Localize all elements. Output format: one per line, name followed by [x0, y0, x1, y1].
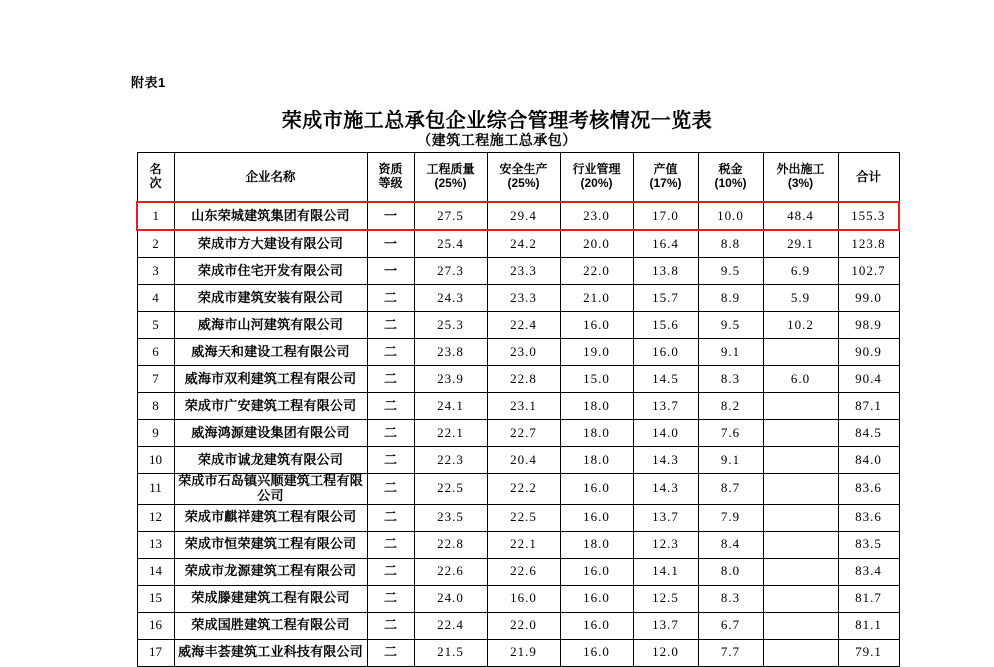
cell-value: 16.0 — [633, 339, 698, 366]
table-row — [137, 230, 899, 258]
cell-industry: 21.0 — [560, 285, 633, 312]
cell-outside — [763, 504, 838, 531]
table-body — [137, 202, 899, 666]
cell-outside — [763, 339, 838, 366]
cell-safety: 22.5 — [487, 504, 560, 531]
cell-rank: 12 — [137, 504, 174, 531]
column-header-tax-line1: 税金 — [718, 162, 743, 177]
cell-outside — [763, 612, 838, 639]
cell-quality: 22.8 — [414, 531, 487, 558]
cell-tax: 7.9 — [698, 504, 763, 531]
cell-value: 12.5 — [633, 585, 698, 612]
cell-total: 99.0 — [838, 285, 899, 312]
cell-total: 98.9 — [838, 312, 899, 339]
cell-safety: 23.1 — [487, 393, 560, 420]
cell-grade: 二 — [367, 312, 414, 339]
cell-tax: 10.0 — [698, 202, 763, 230]
cell-company-name: 荣成市龙源建筑工程有限公司 — [174, 558, 367, 585]
column-header-value-line2: (17%) — [649, 176, 682, 190]
cell-grade: 二 — [367, 504, 414, 531]
table-row — [137, 393, 899, 420]
cell-value: 14.0 — [633, 420, 698, 447]
cell-company-name: 威海市山河建筑有限公司 — [174, 312, 367, 339]
cell-safety: 23.3 — [487, 258, 560, 285]
cell-company-name: 威海天和建设工程有限公司 — [174, 339, 367, 366]
cell-total: 83.6 — [838, 504, 899, 531]
column-header-safety-line2: (25%) — [507, 176, 540, 190]
column-header-grade-line2: 等级 — [378, 176, 403, 190]
cell-quality: 24.1 — [414, 393, 487, 420]
table-row — [137, 420, 899, 447]
table-row — [137, 585, 899, 612]
cell-safety: 20.4 — [487, 447, 560, 474]
cell-grade: 二 — [367, 531, 414, 558]
cell-rank: 1 — [137, 202, 174, 230]
cell-quality: 27.3 — [414, 258, 487, 285]
cell-outside — [763, 420, 838, 447]
cell-quality: 25.4 — [414, 230, 487, 258]
ranking-table-container — [136, 152, 886, 667]
cell-industry: 18.0 — [560, 393, 633, 420]
cell-grade: 二 — [367, 558, 414, 585]
table-row — [137, 639, 899, 666]
cell-company-name: 荣成市方大建设有限公司 — [174, 230, 367, 258]
cell-grade: 二 — [367, 585, 414, 612]
cell-rank: 4 — [137, 285, 174, 312]
cell-outside — [763, 558, 838, 585]
cell-quality: 22.4 — [414, 612, 487, 639]
cell-value: 13.8 — [633, 258, 698, 285]
column-header-safety — [487, 153, 560, 203]
column-header-grade — [367, 153, 414, 203]
cell-safety: 22.7 — [487, 420, 560, 447]
cell-rank: 17 — [137, 639, 174, 666]
column-header-rank-line1: 名 — [149, 162, 162, 177]
cell-safety: 16.0 — [487, 585, 560, 612]
table-row — [137, 258, 899, 285]
cell-value: 13.7 — [633, 504, 698, 531]
ranking-table — [136, 152, 900, 667]
cell-grade: 二 — [367, 393, 414, 420]
cell-quality: 27.5 — [414, 202, 487, 230]
column-header-quality — [414, 153, 487, 203]
cell-value: 15.6 — [633, 312, 698, 339]
cell-rank: 2 — [137, 230, 174, 258]
cell-quality: 23.5 — [414, 504, 487, 531]
cell-safety: 22.8 — [487, 366, 560, 393]
cell-total: 83.6 — [838, 474, 899, 505]
cell-company-name: 荣成市麒祥建筑工程有限公司 — [174, 504, 367, 531]
cell-total: 84.0 — [838, 447, 899, 474]
cell-company-name: 山东荣城建筑集团有限公司 — [174, 202, 367, 230]
cell-grade: 一 — [367, 202, 414, 230]
column-header-total: 合计 — [838, 153, 899, 203]
cell-outside: 6.0 — [763, 366, 838, 393]
cell-total: 79.1 — [838, 639, 899, 666]
cell-rank: 7 — [137, 366, 174, 393]
cell-quality: 23.8 — [414, 339, 487, 366]
cell-industry: 22.0 — [560, 258, 633, 285]
cell-total: 81.1 — [838, 612, 899, 639]
cell-safety: 22.1 — [487, 531, 560, 558]
cell-grade: 二 — [367, 474, 414, 505]
cell-grade: 二 — [367, 420, 414, 447]
cell-rank: 13 — [137, 531, 174, 558]
cell-tax: 8.3 — [698, 585, 763, 612]
table-row — [137, 202, 899, 230]
cell-total: 81.7 — [838, 585, 899, 612]
cell-industry: 16.0 — [560, 639, 633, 666]
cell-quality: 24.0 — [414, 585, 487, 612]
attachment-label: 附表1 — [131, 75, 166, 90]
cell-safety: 22.6 — [487, 558, 560, 585]
table-row — [137, 504, 899, 531]
cell-value: 16.4 — [633, 230, 698, 258]
cell-outside: 10.2 — [763, 312, 838, 339]
cell-tax: 9.5 — [698, 312, 763, 339]
cell-rank: 10 — [137, 447, 174, 474]
cell-rank: 5 — [137, 312, 174, 339]
cell-total: 155.3 — [838, 202, 899, 230]
cell-industry: 18.0 — [560, 447, 633, 474]
column-header-industry-line2: (20%) — [580, 176, 613, 190]
cell-safety: 23.3 — [487, 285, 560, 312]
cell-company-name: 荣成国胜建筑工程有限公司 — [174, 612, 367, 639]
cell-safety: 22.2 — [487, 474, 560, 505]
cell-industry: 16.0 — [560, 474, 633, 505]
column-header-outside-line2: (3%) — [787, 176, 814, 190]
cell-industry: 20.0 — [560, 230, 633, 258]
column-header-outside-line1: 外出施工 — [776, 162, 825, 177]
column-header-company-name: 企业名称 — [174, 153, 367, 203]
column-header-tax-line2: (10%) — [714, 176, 747, 190]
cell-value: 13.7 — [633, 612, 698, 639]
cell-grade: 二 — [367, 339, 414, 366]
cell-total: 83.5 — [838, 531, 899, 558]
cell-rank: 9 — [137, 420, 174, 447]
cell-total: 83.4 — [838, 558, 899, 585]
cell-industry: 16.0 — [560, 612, 633, 639]
table-header — [137, 153, 899, 203]
cell-rank: 8 — [137, 393, 174, 420]
cell-industry: 15.0 — [560, 366, 633, 393]
cell-value: 14.5 — [633, 366, 698, 393]
table-row — [137, 531, 899, 558]
column-header-grade-line1: 资质 — [378, 162, 403, 177]
table-row — [137, 285, 899, 312]
cell-grade: 二 — [367, 285, 414, 312]
cell-company-name: 荣成市恒荣建筑工程有限公司 — [174, 531, 367, 558]
table-row — [137, 612, 899, 639]
cell-value: 13.7 — [633, 393, 698, 420]
cell-grade: 一 — [367, 258, 414, 285]
cell-tax: 8.4 — [698, 531, 763, 558]
cell-total: 90.9 — [838, 339, 899, 366]
cell-tax: 8.3 — [698, 366, 763, 393]
cell-value: 14.1 — [633, 558, 698, 585]
cell-quality: 22.6 — [414, 558, 487, 585]
cell-value: 17.0 — [633, 202, 698, 230]
cell-industry: 19.0 — [560, 339, 633, 366]
cell-rank: 3 — [137, 258, 174, 285]
cell-value: 12.3 — [633, 531, 698, 558]
table-row — [137, 312, 899, 339]
cell-company-name: 荣成市住宅开发有限公司 — [174, 258, 367, 285]
cell-safety: 22.4 — [487, 312, 560, 339]
cell-tax: 8.9 — [698, 285, 763, 312]
cell-company-name: 威海丰荟建筑工业科技有限公司 — [174, 639, 367, 666]
cell-grade: 二 — [367, 447, 414, 474]
table-row — [137, 366, 899, 393]
cell-industry: 18.0 — [560, 420, 633, 447]
cell-outside — [763, 639, 838, 666]
cell-company-name: 荣成市石岛镇兴顺建筑工程有限公司 — [174, 474, 367, 505]
cell-company-name: 荣成市建筑安装有限公司 — [174, 285, 367, 312]
table-row — [137, 558, 899, 585]
cell-value: 14.3 — [633, 447, 698, 474]
cell-total: 123.8 — [838, 230, 899, 258]
cell-tax: 9.5 — [698, 258, 763, 285]
cell-value: 14.3 — [633, 474, 698, 505]
cell-rank: 11 — [137, 474, 174, 505]
cell-tax: 8.0 — [698, 558, 763, 585]
cell-company-name: 荣成市广安建筑工程有限公司 — [174, 393, 367, 420]
cell-outside — [763, 585, 838, 612]
table-header-row — [137, 153, 899, 203]
cell-outside: 5.9 — [763, 285, 838, 312]
page-subtitle: （建筑工程施工总承包） — [417, 132, 577, 148]
column-header-quality-line1: 工程质量 — [426, 162, 475, 177]
column-header-tax — [698, 153, 763, 203]
cell-quality: 22.3 — [414, 447, 487, 474]
cell-value: 12.0 — [633, 639, 698, 666]
cell-tax: 9.1 — [698, 447, 763, 474]
cell-quality: 23.9 — [414, 366, 487, 393]
cell-outside — [763, 531, 838, 558]
cell-quality: 22.5 — [414, 474, 487, 505]
cell-industry: 16.0 — [560, 504, 633, 531]
column-header-industry-line1: 行业管理 — [572, 162, 621, 177]
cell-outside — [763, 474, 838, 505]
cell-company-name: 荣成市诚龙建筑有限公司 — [174, 447, 367, 474]
cell-safety: 21.9 — [487, 639, 560, 666]
cell-rank: 14 — [137, 558, 174, 585]
cell-tax: 7.6 — [698, 420, 763, 447]
table-row — [137, 339, 899, 366]
cell-safety: 22.0 — [487, 612, 560, 639]
cell-tax: 6.7 — [698, 612, 763, 639]
column-header-rank — [137, 153, 174, 203]
cell-rank: 6 — [137, 339, 174, 366]
cell-industry: 23.0 — [560, 202, 633, 230]
cell-tax: 9.1 — [698, 339, 763, 366]
cell-industry: 16.0 — [560, 585, 633, 612]
cell-company-name: 威海鸿源建设集团有限公司 — [174, 420, 367, 447]
cell-outside: 6.9 — [763, 258, 838, 285]
cell-grade: 二 — [367, 366, 414, 393]
column-header-industry — [560, 153, 633, 203]
cell-grade: 二 — [367, 612, 414, 639]
cell-safety: 23.0 — [487, 339, 560, 366]
cell-tax: 8.2 — [698, 393, 763, 420]
cell-quality: 21.5 — [414, 639, 487, 666]
table-row — [137, 474, 899, 505]
cell-industry: 16.0 — [560, 312, 633, 339]
cell-total: 87.1 — [838, 393, 899, 420]
cell-company-name: 荣成滕建建筑工程有限公司 — [174, 585, 367, 612]
cell-industry: 18.0 — [560, 531, 633, 558]
cell-grade: 一 — [367, 230, 414, 258]
cell-safety: 29.4 — [487, 202, 560, 230]
cell-outside: 29.1 — [763, 230, 838, 258]
cell-industry: 16.0 — [560, 558, 633, 585]
cell-grade: 二 — [367, 639, 414, 666]
column-header-quality-line2: (25%) — [434, 176, 467, 190]
cell-tax: 8.8 — [698, 230, 763, 258]
cell-outside — [763, 447, 838, 474]
cell-quality: 25.3 — [414, 312, 487, 339]
column-header-value — [633, 153, 698, 203]
cell-rank: 15 — [137, 585, 174, 612]
table-row — [137, 447, 899, 474]
cell-value: 15.7 — [633, 285, 698, 312]
cell-tax: 8.7 — [698, 474, 763, 505]
cell-company-name: 威海市双利建筑工程有限公司 — [174, 366, 367, 393]
column-header-value-line1: 产值 — [653, 162, 678, 177]
page-title: 荣成市施工总承包企业综合管理考核情况一览表 — [281, 110, 713, 132]
cell-outside: 48.4 — [763, 202, 838, 230]
cell-safety: 24.2 — [487, 230, 560, 258]
cell-total: 102.7 — [838, 258, 899, 285]
cell-total: 90.4 — [838, 366, 899, 393]
cell-total: 84.5 — [838, 420, 899, 447]
column-header-safety-line1: 安全生产 — [499, 162, 548, 177]
cell-outside — [763, 393, 838, 420]
column-header-outside — [763, 153, 838, 203]
cell-quality: 22.1 — [414, 420, 487, 447]
cell-quality: 24.3 — [414, 285, 487, 312]
cell-rank: 16 — [137, 612, 174, 639]
cell-tax: 7.7 — [698, 639, 763, 666]
column-header-rank-line2: 次 — [149, 176, 162, 190]
